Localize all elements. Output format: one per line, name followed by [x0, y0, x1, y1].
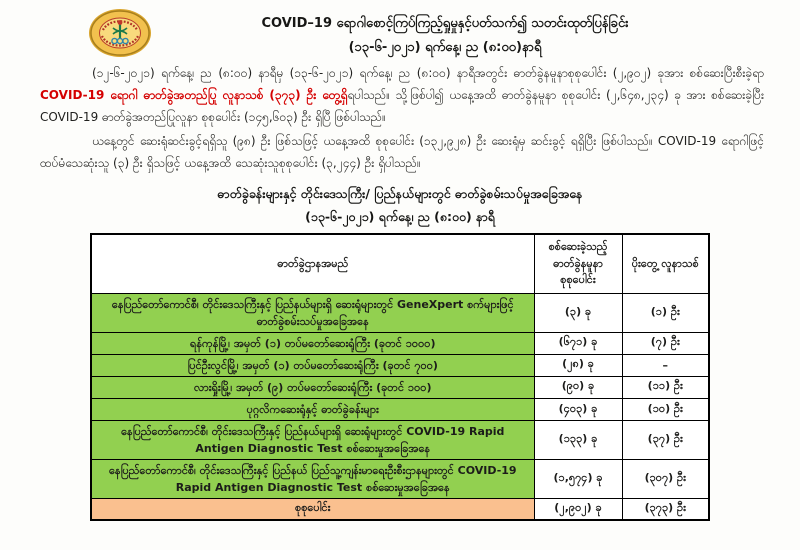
total-positives-cell: (၃၇၃) ဦး — [622, 499, 709, 521]
document-header — [0, 0, 800, 60]
title-line-2: (၁၃-၆-၂၀၂၁) ရက်နေ့၊ ည (၈:၀၀)နာရီ — [348, 40, 542, 56]
samples-cell: (၁၃၃) ခု — [534, 421, 622, 460]
total-label-cell: စုစုပေါင်း — [91, 499, 534, 521]
positives-cell: (၃၇) ဦး — [622, 421, 709, 460]
samples-cell: (၃) ခု — [534, 293, 622, 332]
ministry-emblem-icon — [88, 8, 152, 58]
samples-cell: (၆၇၁) ခု — [534, 332, 622, 354]
lab-name-cell: လားရှိုးမြို့၊ အမှတ် (၉) တပ်မတော်ဆေးရုံကြီး (ခုတင် ၁၀၀) — [91, 376, 534, 398]
lab-name-cell: နေပြည်တော်ကောင်စီ၊ တိုင်းဒေသကြီးနှင့် ပြည်နယ် ပြည်သူ့ကျန်းမာရေးဦးစီးဌာနများတွင် COVID-19 Rapid Antigen Diagnostic Test စစ်ဆေးမှုအခြေအနေ — [91, 460, 534, 499]
samples-cell: (၉၀) ခု — [534, 376, 622, 398]
column-header-samples-tested: စစ်ဆေးခဲ့သည့် ဓာတ်ခွဲနမူနာ စုစုပေါင်း — [534, 234, 622, 293]
table-header-row — [91, 234, 709, 293]
lab-name-cell: နေပြည်တော်ကောင်စီ၊ တိုင်းဒေသကြီးနှင့် ပြည်နယ်များရှိ ဆေးရုံများတွင် GeneXpert စက်များဖြင့် ဓာတ်ခွဲစမ်းသပ်မှုအခြေအနေ — [91, 293, 534, 332]
paragraph-test-summary — [40, 62, 764, 128]
samples-cell: (၄၀၃) ခု — [534, 398, 622, 420]
lab-name-cell: နေပြည်တော်ကောင်စီ၊ တိုင်းဒေသကြီးနှင့် ပြည်နယ်များရှိ ဆေးရုံများတွင် COVID-19 Rapid Antigen Diagnostic Test စစ်ဆေးမှုအခြေအနေ — [91, 421, 534, 460]
column-header-lab-name: ဓာတ်ခွဲဌာနအမည် — [91, 234, 534, 293]
positives-cell: (၁၁) ဦး — [622, 376, 709, 398]
positives-cell: – — [622, 354, 709, 376]
paragraph-1-tail: ရပါသည်။ သို့ဖြစ်ပါ၍ ယနေ့အထိ ဓာတ်ခွဲနမူနာ စုစုပေါင်း (၂,၆၄၈,၂၃၄) ခု အား စစ်ဆေးခဲ့ပြီး COVID-19 ဓာတ်ခွဲအတည်ပြုလူနာ စုစုပေါင်း (၁၄၅,၆၀၃) ဦး ရှိပြီ ဖြစ်ပါသည်။ — [40, 88, 764, 124]
table-row — [91, 421, 709, 460]
table-total-row — [91, 499, 709, 521]
lab-results-table — [90, 233, 710, 521]
samples-cell: (၁,၅၇၄) ခု — [534, 460, 622, 499]
lab-name-cell: ရန်ကုန်မြို့၊ အမှတ် (၁) တပ်မတော်ဆေးရုံကြီး (ခုတင် ၁၀၀၀) — [91, 332, 534, 354]
table-row — [91, 332, 709, 354]
table-row — [91, 293, 709, 332]
table-row — [91, 376, 709, 398]
table-title — [0, 182, 800, 228]
positives-cell: (၁) ဦး — [622, 293, 709, 332]
title-line-1: COVID–19 ရောဂါစောင့်ကြပ်ကြည့်ရှုမှုနှင့်ပတ်သက်၍ သတင်းထုတ်ပြန်ခြင်း — [261, 16, 629, 31]
paragraph-1-highlight: COVID-19 ရောဂါ ဓာတ်ခွဲအတည်ပြု လူနာသစ် (၃၇၃) ဦး တွေ့ရှိ — [40, 88, 348, 102]
positives-cell: (၇) ဦး — [622, 332, 709, 354]
table-title-line-1: ဓာတ်ခွဲခန်းများနှင့် တိုင်းဒေသကြီး/ ပြည်နယ်များတွင် ဓာတ်ခွဲစမ်းသပ်မှုအခြေအနေ — [217, 186, 583, 201]
table-row — [91, 354, 709, 376]
table-row — [91, 460, 709, 499]
positives-cell: (၃၀၇) ဦး — [622, 460, 709, 499]
table-row — [91, 398, 709, 420]
lab-name-cell: ပုဂ္ဂလိကဆေးရုံနှင့် ဓာတ်ခွဲခန်းများ — [91, 398, 534, 420]
positives-cell: (၁၀) ဦး — [622, 398, 709, 420]
paragraph-discharge-deaths: ယနေ့တွင် ဆေးရုံဆင်းခွင့်ရရှိသူ (၉၈) ဦး ဖြစ်သဖြင့် ယနေ့အထိ စုစုပေါင်း (၁၃၂,၉၂၈) ဦး ဆေးရုံမှ ဆင်းခွင့် ရရှိပြီး ဖြစ်ပါသည်။ COVID-19 ရောဂါဖြင့် ထပ်မံသေဆုံးသူ (၃) ဦး ရှိသဖြင့် ယနေ့အထိ သေဆုံးသူစုစုပေါင်း (၃,၂၄၄) ဦး ရှိပါသည်။ — [40, 134, 764, 170]
samples-cell: (၂၈) ခု — [534, 354, 622, 376]
lab-name-cell: ပြင်ဦးလွင်မြို့၊ အမှတ် (၁) တပ်မတော်ဆေးရုံကြီး (ခုတင် ၇၀၀) — [91, 354, 534, 376]
paragraph-1-lead: (၁၂-၆-၂၀၂၁) ရက်နေ့၊ ည (၈:၀၀) နာရီမှ (၁၃-၆-၂၀၂၁) ရက်နေ့၊ ည (၈:၀၀) နာရီအတွင်း ဓာတ်ခွဲနမူနာစုစုပေါင်း (၂,၉၀၂) ခုအား စစ်ဆေးပြီးစီးခဲ့ရာ — [92, 66, 764, 80]
table-title-line-2: (၁၃-၆-၂၀၂၁) ရက်နေ့၊ ည (၈:၀၀) နာရီ — [305, 209, 495, 225]
total-samples-cell: (၂,၉၀၂) ခု — [534, 499, 622, 521]
column-header-new-positives: ပိုးတွေ့ လူနာသစ် — [622, 234, 709, 293]
